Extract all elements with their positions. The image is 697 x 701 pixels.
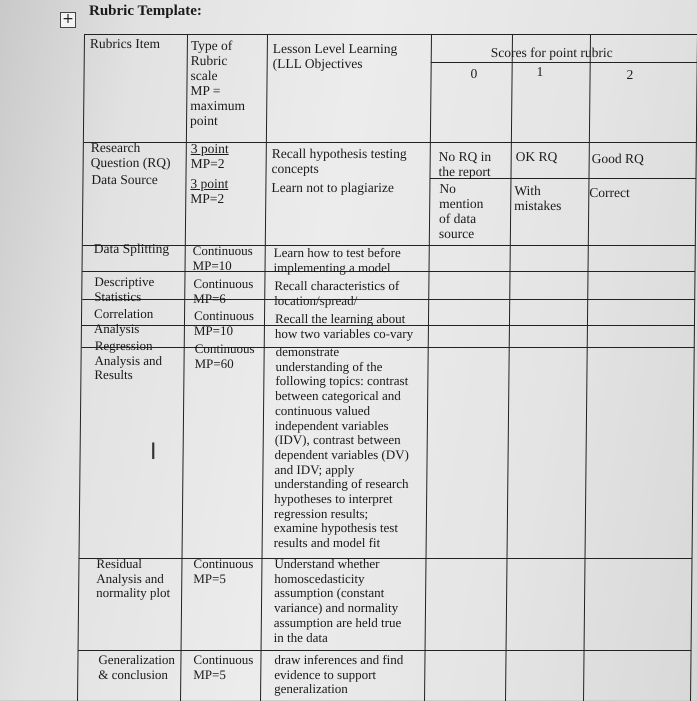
col-divider [180,35,188,701]
item-descriptive-statistics: Descriptive Statistics [94,274,155,304]
lll-data-splitting: Learn how to test before implementing a model [273,245,401,275]
type-regression-analysis: Continuous MP=60 [194,341,255,371]
score1-datasource: With mistakes [514,183,562,213]
col-divider [505,35,513,701]
col-divider [690,35,697,701]
lll-correlation-analysis: Recall the learning about how two variables co-vary [274,311,414,341]
lll-datasource: Learn not to plagiarize [271,180,395,195]
row-divider [431,62,697,63]
text-cursor-icon: I [150,440,157,465]
rubric-title: Rubric Template: [89,3,202,19]
lll-regression-analysis: demonstrate understanding of the following topics: contrast between categorical and continuous valued independent variables (IDV), contrast between dependent variables (DV) and IDV; apply understanding of research hypotheses to interpret regression results; examine hypothesis test results and model fit [273,344,409,551]
header-score-0: 0 [470,66,478,81]
score0-datasource: No mention of data source [438,181,484,241]
col-divider [424,35,432,701]
lll-research: Recall hypothesis testing concepts [271,146,407,176]
header-scores: Scores for point rubric [490,45,613,60]
type-datasource-scale[interactable]: 3 point [190,176,229,191]
item-data-splitting: Data Splitting [93,241,170,256]
type-research-scale[interactable]: 3 point [190,141,229,156]
score2-research: Good RQ [591,151,644,166]
header-lll-objectives: Lesson Level Learning (LLL Objectives [272,41,398,71]
col-divider [583,35,591,701]
type-generalization: Continuous MP=5 [193,652,254,682]
row-divider [79,650,692,651]
item-generalization: Generalization & conclusion [98,652,176,682]
score1-research: OK RQ [515,149,558,164]
lll-descriptive-statistics: Recall characteristics of location/spread/ [274,278,400,308]
item-correlation-analysis: Correlation Analysis [93,306,154,336]
item-regression-analysis: Regression Analysis and Results [94,338,163,383]
type-datasource-mp: MP=2 [190,191,225,206]
item-residual-analysis: Residual Analysis and normality plot [96,556,171,601]
type-research-mp: MP=2 [190,156,225,171]
type-correlation-analysis: Continuous MP=10 [193,308,255,338]
header-type-of-scale: Type of Rubric scale MP = maximum point [190,38,246,128]
type-residual-analysis: Continuous MP=5 [193,556,254,586]
score0-research: No RQ in the report [438,149,492,179]
type-data-splitting: Continuous MP=10 [192,243,253,273]
row-divider [84,142,697,143]
header-score-2: 2 [626,67,634,82]
item-research-question: Research Question (RQ) [90,140,171,170]
col-divider [260,35,268,701]
header-rubrics-item: Rubrics Item [89,36,161,51]
lll-generalization: draw inferences and find evidence to support generalization [274,652,404,697]
lll-residual-analysis: Understand whether homoscedasticity assumption (constant variance) and normality assumption are held true in the data [273,556,402,645]
rubric-table[interactable] [77,34,697,701]
table-move-handle-icon[interactable]: + [60,12,76,28]
item-data-source: Data Source [91,172,158,187]
score2-datasource: Correct [589,185,630,200]
header-score-1: 1 [536,64,544,79]
type-descriptive-statistics: Continuous MP=6 [193,276,254,306]
